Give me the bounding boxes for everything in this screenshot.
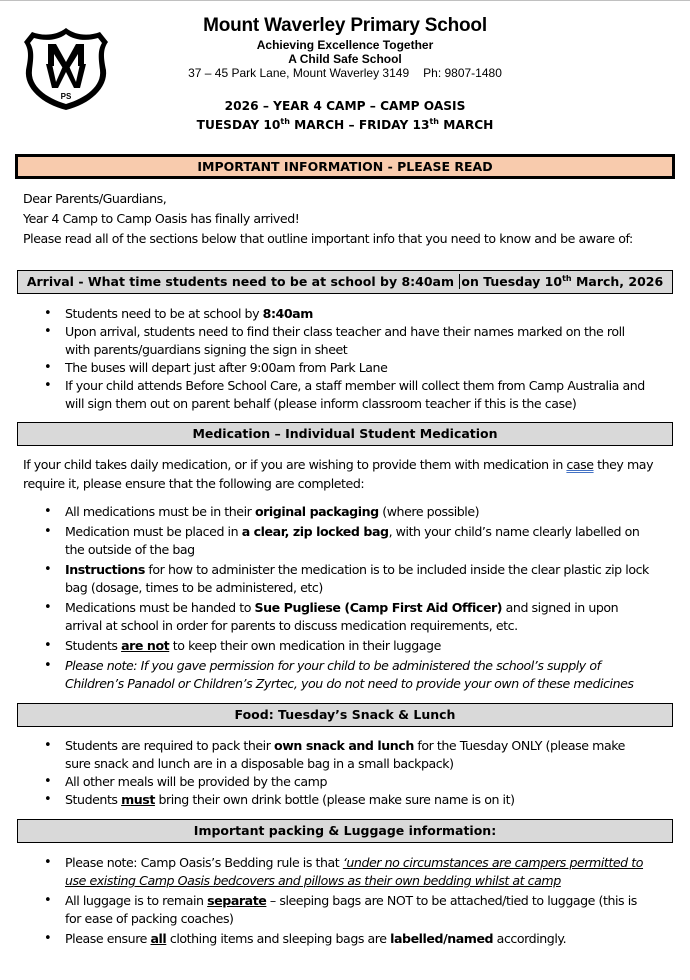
list-item: • All luggage is to remain separate – sleeping bags are NOT to be attached/tied to luggage (this is for ease of packing coaches)	[0, 892, 680, 928]
list-item: • Students are not to keep their own medication in their luggage	[0, 637, 680, 655]
section-header-medication: Medication – Individual Student Medication	[17, 422, 673, 446]
list-item: • Upon arrival, students need to find their class teacher and have their names marked on the roll with parents/guardians signing the sign in sheet	[0, 323, 680, 359]
list-item: • If your child attends Before School Care, a staff member will collect them from Camp Australia and will sign them out on parent behalf (please inform classroom teacher if this is the case)	[0, 377, 680, 413]
list-item: • Students must bring their own drink bottle (please make sure name is on it)	[0, 791, 680, 809]
packing-list	[0, 854, 680, 948]
medication-intro: If your child takes daily medication, or if you are wishing to provide them with medication in case they may require it, please ensure that the following are completed:	[23, 457, 654, 492]
list-item: • All other meals will be provided by the camp	[0, 773, 680, 791]
list-item: • Please ensure all clothing items and sleeping bags are labelled/named accordingly.	[0, 930, 680, 948]
important-info-banner: IMPORTANT INFORMATION - PLEASE READ	[15, 154, 675, 179]
list-item: • Instructions for how to administer the medication is to be included inside the clear plastic zip lock bag (dosage, times to be administered, etc)	[0, 561, 680, 597]
intro-greeting: Dear Parents/Guardians,	[23, 191, 167, 206]
school-motto: Achieving Excellence Together	[256, 38, 434, 52]
camp-title: 2026 – YEAR 4 CAMP – CAMP OASIS	[224, 99, 466, 113]
section-header-packing: Important packing & Luggage information:	[17, 819, 673, 843]
list-item: • Please note: Camp Oasis’s Bedding rule is that ‘under no circumstances are campers permitted to use existing Camp Oasis bedcovers and pillows as their own bedding whilst at camp	[0, 854, 680, 890]
section-header-arrival[interactable]: Arrival - What time students need to be at school by 8:40am on Tuesday 10th March, 2026	[17, 270, 673, 294]
section-header-food: Food: Tuesday’s Snack & Lunch	[17, 703, 673, 727]
list-item: • Students are required to pack their own snack and lunch for the Tuesday ONLY (please make sure snack and lunch are in a disposable bag in a small backpack)	[0, 737, 680, 773]
intro-line-1: Year 4 Camp to Camp Oasis has finally arrived!	[23, 211, 300, 226]
list-item: • Please note: If you gave permission for your child to be administered the school’s supply of Children’s Panadol or Children’s Zyrtec, you do not need to provide your own of these medicines	[0, 657, 680, 693]
child-safe-statement: A Child Safe School	[288, 52, 402, 66]
food-list	[0, 737, 680, 809]
school-phone: Ph: 9807-1480	[423, 66, 502, 80]
arrival-list	[0, 305, 680, 413]
camp-dates: TUESDAY 10th MARCH – FRIDAY 13th MARCH	[196, 116, 494, 132]
list-item: • All medications must be in their original packaging (where possible)	[0, 503, 680, 521]
list-item: • Students need to be at school by 8:40am	[0, 305, 680, 323]
intro-line-2: Please read all of the sections below that outline important info that you need to know and be aware of:	[23, 231, 633, 246]
school-address: 37 – 45 Park Lane, Mount Waverley 3149	[188, 66, 410, 80]
spellcheck-flag[interactable]: case	[566, 457, 594, 472]
list-item: • Medications must be handed to Sue Pugliese (Camp First Aid Officer) and signed in upon arrival at school in order for parents to discuss medication requirements, etc.	[0, 599, 680, 635]
school-address-line	[0, 66, 690, 80]
list-item: • The buses will depart just after 9:00am from Park Lane	[0, 359, 680, 377]
school-name: Mount Waverley Primary School	[203, 15, 487, 36]
list-item: • Medication must be placed in a clear, zip locked bag, with your child’s name clearly labelled on the outside of the bag	[0, 523, 680, 559]
medication-list	[0, 503, 680, 693]
svg-text:PS: PS	[60, 92, 72, 101]
